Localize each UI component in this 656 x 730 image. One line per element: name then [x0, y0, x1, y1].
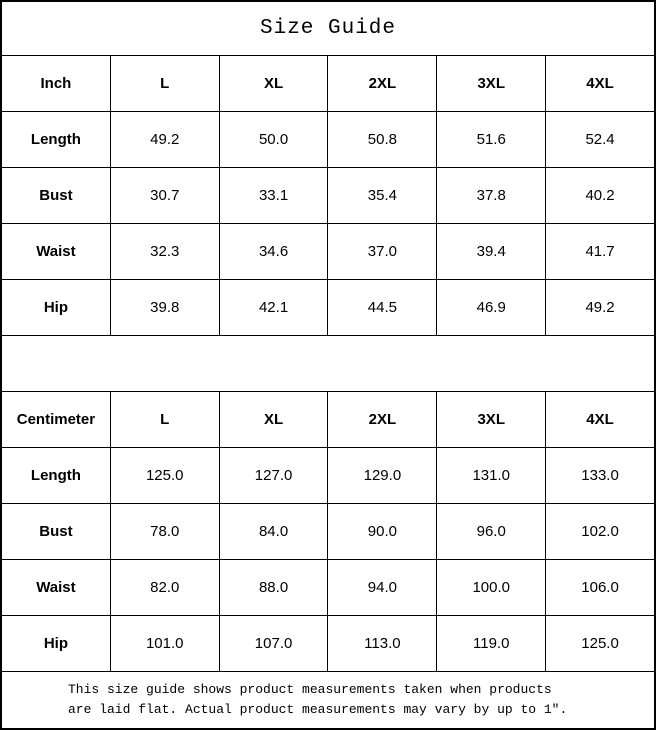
footnote-line: are laid flat. Actual product measurements may vary by up to 1″. [68, 702, 568, 717]
value-cell: 119.0 [436, 616, 545, 671]
spacer-row [2, 335, 654, 391]
value-cell: 100.0 [436, 560, 545, 615]
table-row [2, 223, 654, 279]
value-cell: 102.0 [545, 504, 654, 559]
value-cell: 107.0 [219, 616, 328, 671]
table-row [2, 447, 654, 503]
value-cell: 49.2 [110, 112, 219, 167]
size-header-4xl: 4XL [545, 56, 654, 111]
table-row [2, 279, 654, 335]
size-header-2xl: 2XL [327, 56, 436, 111]
value-cell: 106.0 [545, 560, 654, 615]
size-header-4xl: 4XL [545, 392, 654, 447]
size-header-3xl: 3XL [436, 392, 545, 447]
footnote-line: This size guide shows product measurements taken when products [68, 682, 552, 697]
value-cell: 133.0 [545, 448, 654, 503]
value-cell: 42.1 [219, 280, 328, 335]
value-cell: 82.0 [110, 560, 219, 615]
value-cell: 101.0 [110, 616, 219, 671]
value-cell: 125.0 [545, 616, 654, 671]
row-label-length: Length [30, 131, 81, 148]
value-cell: 96.0 [436, 504, 545, 559]
value-cell: 33.1 [219, 168, 328, 223]
centimeter-header-row [2, 391, 654, 447]
value-cell: 39.8 [110, 280, 219, 335]
value-cell: 84.0 [219, 504, 328, 559]
footnote [2, 671, 654, 728]
size-header-l: L [110, 56, 219, 111]
value-cell: 113.0 [327, 616, 436, 671]
value-cell: 37.8 [436, 168, 545, 223]
value-cell: 44.5 [327, 280, 436, 335]
value-cell: 40.2 [545, 168, 654, 223]
unit-header-inch: Inch [40, 75, 72, 92]
size-header-l: L [110, 392, 219, 447]
value-cell: 41.7 [545, 224, 654, 279]
value-cell: 39.4 [436, 224, 545, 279]
value-cell: 131.0 [436, 448, 545, 503]
size-header-3xl: 3XL [436, 56, 545, 111]
row-label-waist: Waist [36, 243, 76, 260]
row-label-hip: Hip [43, 299, 68, 316]
value-cell: 34.6 [219, 224, 328, 279]
table-row [2, 615, 654, 671]
value-cell: 125.0 [110, 448, 219, 503]
value-cell: 35.4 [327, 168, 436, 223]
size-header-xl: XL [219, 56, 328, 111]
value-cell: 50.0 [219, 112, 328, 167]
value-cell: 37.0 [327, 224, 436, 279]
row-label-length: Length [30, 467, 81, 484]
value-cell: 78.0 [110, 504, 219, 559]
value-cell: 46.9 [436, 280, 545, 335]
row-label-bust: Bust [39, 523, 73, 540]
page-title: Size Guide [259, 17, 397, 40]
value-cell: 49.2 [545, 280, 654, 335]
unit-header-centimeter: Centimeter [16, 411, 96, 428]
title-row [2, 2, 654, 55]
row-label-bust: Bust [39, 187, 73, 204]
value-cell: 90.0 [327, 504, 436, 559]
value-cell: 52.4 [545, 112, 654, 167]
value-cell: 88.0 [219, 560, 328, 615]
value-cell: 127.0 [219, 448, 328, 503]
size-header-xl: XL [219, 392, 328, 447]
size-header-2xl: 2XL [327, 392, 436, 447]
value-cell: 30.7 [110, 168, 219, 223]
value-cell: 32.3 [110, 224, 219, 279]
value-cell: 129.0 [327, 448, 436, 503]
table-row [2, 503, 654, 559]
table-row [2, 167, 654, 223]
inch-header-row [2, 55, 654, 111]
row-label-waist: Waist [36, 579, 76, 596]
row-label-hip: Hip [43, 635, 68, 652]
value-cell: 51.6 [436, 112, 545, 167]
value-cell: 94.0 [327, 560, 436, 615]
table-row [2, 559, 654, 615]
value-cell: 50.8 [327, 112, 436, 167]
table-row [2, 111, 654, 167]
